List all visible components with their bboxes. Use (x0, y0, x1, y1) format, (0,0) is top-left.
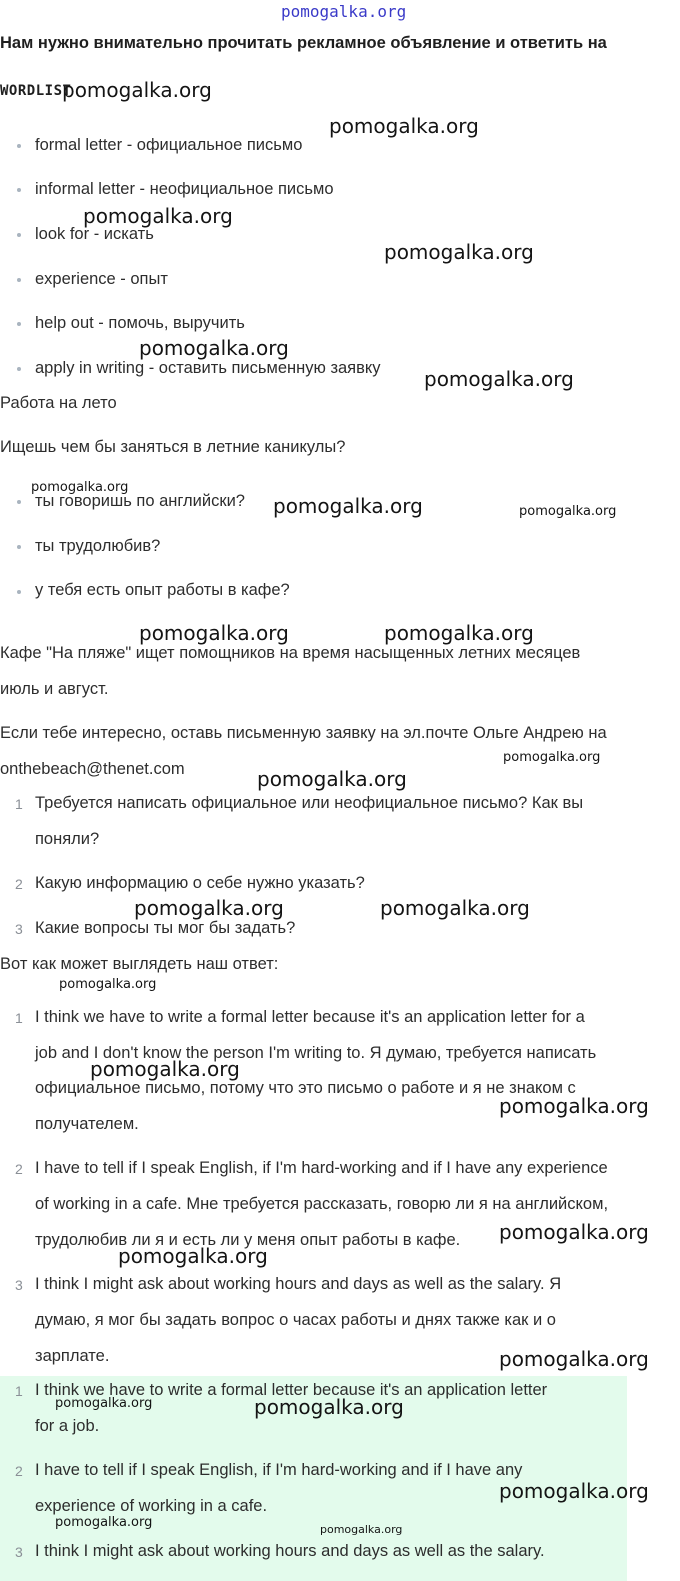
list-item: ты трудолюбив? (35, 537, 161, 555)
list-item: look for - искать (35, 225, 154, 243)
bullet-dot (17, 500, 21, 504)
bullet-dot (17, 367, 21, 371)
list-item: I think I might ask about working hours and days as well as the salary. (35, 1542, 545, 1560)
list-item: Требуется написать официальное или неофициальное письмо? Как вы (35, 794, 584, 812)
bullet-dot (17, 278, 21, 282)
list-item: formal letter - официальное письмо (35, 136, 303, 154)
list-item: of working in a cafe. Мне требуется рассказать, говорю ли я на английском, (35, 1195, 609, 1213)
list-item: I think we have to write a formal letter because it's an application letter for a (35, 1008, 585, 1026)
answer-intro: Вот как может выглядеть наш ответ: (0, 955, 279, 973)
list-item: I have to tell if I speak English, if I'm hard-working and if I have any (35, 1461, 523, 1479)
list-item: у тебя есть опыт работы в кафе? (35, 581, 290, 599)
list-number: 2 (15, 876, 23, 892)
ad-email: onthebeach@thenet.com (0, 760, 185, 778)
watermark: pomogalka.org (257, 767, 407, 791)
list-item: думаю, я мог бы задать вопрос о часах работы и днях также как и о (35, 1311, 556, 1329)
watermark: pomogalka.org (503, 750, 601, 765)
watermark: pomogalka.org (519, 504, 617, 519)
watermark: pomogalka.org (59, 977, 157, 992)
watermark: pomogalka.org (384, 240, 534, 264)
watermark: pomogalka.org (90, 1057, 240, 1081)
list-item: experience - опыт (35, 270, 168, 288)
watermark: pomogalka.org (424, 367, 574, 391)
list-number: 3 (15, 1277, 23, 1293)
intro-text: Нам нужно внимательно прочитать рекламное объявление и ответить на (0, 34, 607, 52)
list-item: I think I might ask about working hours and days as well as the salary. Я (35, 1275, 562, 1293)
ad-text-line: Кафе "На пляже" ищет помощников на время насыщенных летних месяцев (0, 644, 581, 662)
list-item: informal letter - неофициальное письмо (35, 180, 334, 198)
list-item: Какие вопросы ты мог бы задать? (35, 919, 296, 937)
list-number: 1 (15, 796, 23, 812)
watermark: pomogalka.org (273, 494, 423, 518)
list-item: apply in writing - оставить письменную заявку (35, 359, 381, 377)
list-number: 2 (15, 1463, 23, 1479)
list-item: for a job. (35, 1417, 100, 1435)
watermark: pomogalka.org (139, 336, 289, 360)
watermark: pomogalka.org (380, 896, 530, 920)
list-number: 3 (15, 1544, 23, 1560)
watermark: pomogalka.org (499, 1479, 649, 1503)
watermark: pomogalka.org (83, 204, 233, 228)
bullet-dot (17, 322, 21, 326)
watermark: pomogalka.org (134, 896, 284, 920)
ad-text-line: июль и август. (0, 680, 109, 698)
watermark: pomogalka.org (320, 1523, 403, 1536)
list-item: получателем. (35, 1115, 139, 1133)
watermark: pomogalka.org (31, 480, 129, 495)
watermark-top: pomogalka.org (281, 2, 407, 21)
list-item: трудолюбив ли я и есть ли у меня опыт работы в кафе. (35, 1231, 461, 1249)
list-number: 2 (15, 1161, 23, 1177)
watermark: pomogalka.org (118, 1244, 268, 1268)
list-item: официальное письмо, потому что это письмо о работе и я не знаком с (35, 1079, 576, 1097)
watermark: pomogalka.org (139, 621, 289, 645)
wordlist-label: WORDLIST (0, 83, 72, 99)
ad-title: Работа на лето (0, 394, 117, 412)
bullet-dot (17, 144, 21, 148)
bullet-dot (17, 233, 21, 237)
list-number: 1 (15, 1010, 23, 1026)
watermark: pomogalka.org (384, 621, 534, 645)
watermark: pomogalka.org (499, 1094, 649, 1118)
list-item: Какую информацию о себе нужно указать? (35, 874, 365, 892)
bullet-dot (17, 188, 21, 192)
list-number: 1 (15, 1383, 23, 1399)
bullet-dot (17, 590, 21, 594)
ad-question: Ищешь чем бы заняться в летние каникулы? (0, 438, 346, 456)
list-item: job and I don't know the person I'm writing to. Я думаю, требуется написать (35, 1044, 597, 1062)
bullet-dot (17, 545, 21, 549)
watermark: pomogalka.org (499, 1220, 649, 1244)
list-item: поняли? (35, 830, 100, 848)
list-item: ты говоришь по английски? (35, 492, 245, 510)
list-item: I have to tell if I speak English, if I'm hard-working and if I have any experience (35, 1159, 608, 1177)
list-item: I think we have to write a formal letter because it's an application letter (35, 1381, 548, 1399)
watermark: pomogalka.org (329, 114, 479, 138)
list-item: зарплате. (35, 1347, 110, 1365)
watermark: pomogalka.org (62, 78, 212, 102)
watermark: pomogalka.org (254, 1395, 404, 1419)
watermark: pomogalka.org (55, 1515, 153, 1530)
list-item: help out - помочь, выручить (35, 314, 245, 332)
ad-contact-line: Если тебе интересно, оставь письменную заявку на эл.почте Ольге Андрею на (0, 724, 607, 742)
watermark: pomogalka.org (499, 1347, 649, 1371)
list-item: experience of working in a cafe. (35, 1497, 268, 1515)
watermark: pomogalka.org (55, 1396, 153, 1411)
list-number: 3 (15, 921, 23, 937)
